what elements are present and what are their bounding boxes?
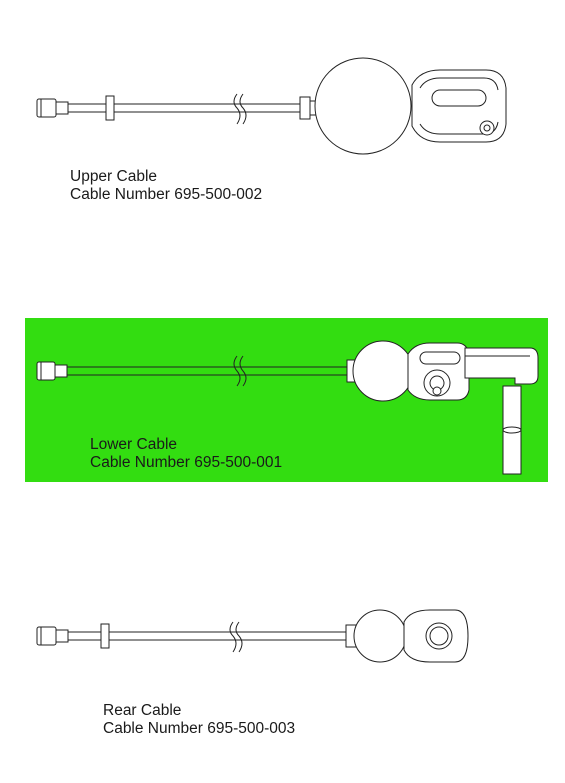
- lower-cable-caption: [90, 436, 282, 472]
- cable-clevis: [412, 70, 506, 142]
- rear-cable-name: Rear Cable: [103, 702, 182, 719]
- rear-cable-diagram: [0, 600, 565, 750]
- cable-ball: [353, 341, 413, 401]
- cable-end-ferrule: [37, 362, 55, 380]
- cable-end-ferrule: [37, 99, 56, 117]
- upper-cable-caption: [70, 168, 262, 204]
- cable-ball: [315, 58, 411, 154]
- cable-ball: [354, 610, 406, 662]
- cable-eyelet: [404, 610, 468, 662]
- lower-cable-name: Lower Cable: [90, 436, 178, 453]
- lower-cable-number: Cable Number 695-500-001: [90, 454, 283, 471]
- cable-break-mark: [234, 356, 240, 386]
- cable-break-mark: [230, 622, 236, 652]
- rear-cable-number: Cable Number 695-500-003: [103, 720, 296, 737]
- cable-break-mark: [234, 94, 240, 124]
- lower-cable-diagram: [25, 318, 548, 482]
- cable-collar: [101, 624, 109, 648]
- cable-end-ferrule: [37, 627, 56, 645]
- upper-cable-name: Upper Cable: [70, 168, 158, 185]
- upper-cable-diagram: [0, 40, 565, 230]
- cable-clevis: [408, 343, 538, 474]
- rear-cable-caption: [103, 702, 295, 738]
- cable-collar: [106, 96, 114, 120]
- upper-cable-number: Cable Number 695-500-002: [70, 186, 263, 203]
